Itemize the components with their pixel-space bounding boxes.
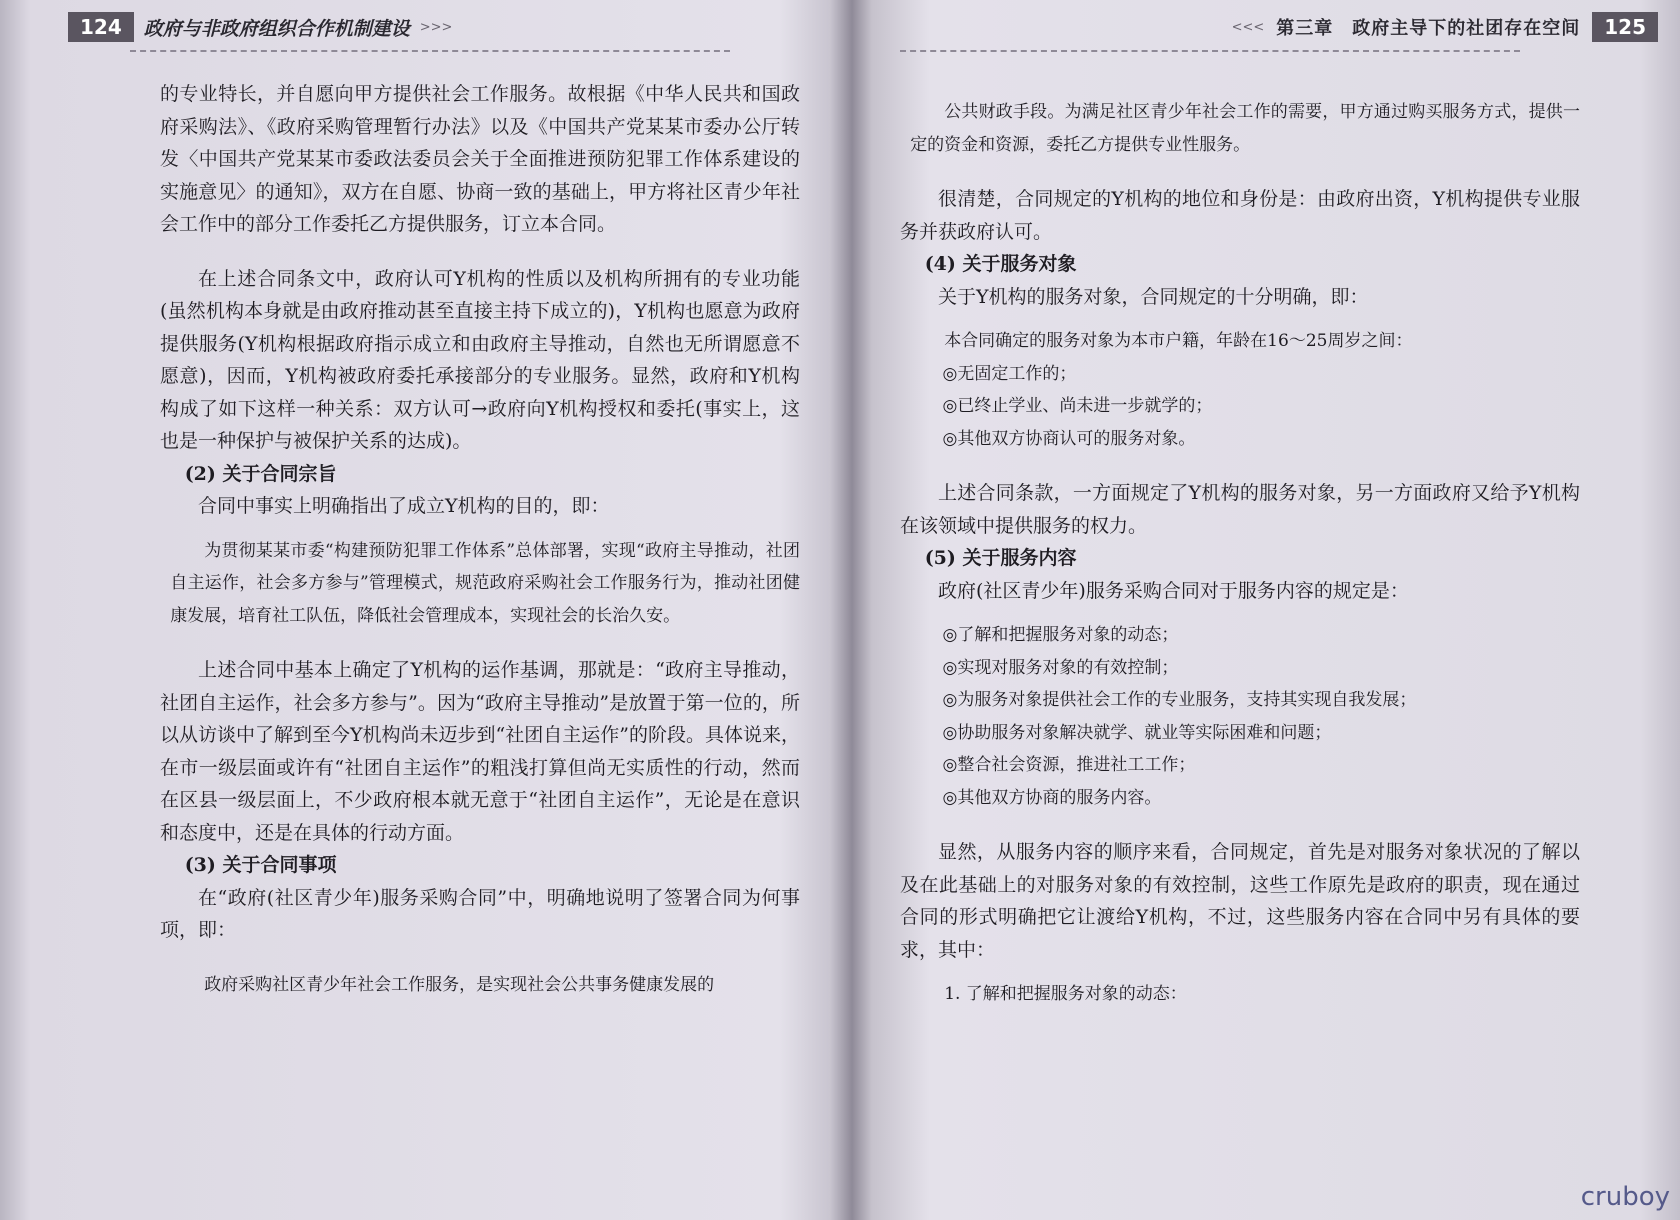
left-running-header xyxy=(68,12,452,42)
left-page-number: 124 xyxy=(68,12,134,42)
paragraph: 政府(社区青少年)服务采购合同对于服务内容的规定是： xyxy=(938,579,1409,602)
quoted-clause: 政府采购社区青少年社会工作服务，是实现社会公共事务健康发展的 xyxy=(204,974,715,995)
paragraph: 上述合同条款，一方面规定了Y机构的服务对象，另一方面政府又给予Y机构在该领域中提供服务的权力。 xyxy=(900,482,1580,537)
chapter-title: 第三章 政府主导下的社团存在空间 xyxy=(1276,18,1581,39)
list-item: ◎了解和把握服务对象的动态； xyxy=(942,625,1179,645)
quoted-clause: 为贯彻某某市委“构建预防犯罪工作体系”总体部署，实现“政府主导推动，社团自主运作，社会多方参与”管理模式，规范政府采购社会工作服务行为，推动社团健康发展，培育社工队伍，降低社会管理成本，实现社会的长治久安。 xyxy=(170,540,800,626)
paragraph: 关于Y机构的服务对象，合同规定的十分明确，即： xyxy=(938,285,1369,308)
paragraph: 很清楚，合同规定的Y机构的地位和身份是：由政府出资，Y机构提供专业服务并获政府认可。 xyxy=(900,188,1580,243)
list-item: ◎为服务对象提供社会工作的专业服务，支持其实现自我发展； xyxy=(942,690,1417,710)
list-item: ◎实现对服务对象的有效控制； xyxy=(942,657,1179,678)
right-page-body xyxy=(900,96,1580,1011)
right-running-header xyxy=(1232,12,1658,42)
paragraph: 上述合同中基本上确定了Y机构的运作基调，那就是：“政府主导推动，社团自主运作，社会多方参与”。因为“政府主导推动”是放置于第一位的，所以从访谈中了解到至今Y机构尚未迈步到“社团自主运作”的阶段。具体说来，在市一级层面或许有“社团自主运作”的粗浅打算但尚无实质性的行动，然而在区县一级层面上，不少政府根本就无意于“社团自主运作”，无论是在意识和态度中，还是在具体的行动方面。 xyxy=(160,659,800,844)
book-title: 政府与非政府组织合作机制建设 xyxy=(143,17,410,40)
right-page xyxy=(860,0,1680,1220)
list-item: ◎无固定工作的； xyxy=(942,363,1077,384)
section-heading: (5) 关于服务内容 xyxy=(924,547,1077,569)
list-item: ◎整合社会资源，推进社工工作； xyxy=(942,755,1196,775)
paragraph: 合同中事实上明确指出了成立Y机构的目的，即： xyxy=(198,495,610,517)
paragraph: 在上述合同条文中，政府认可Y机构的性质以及机构所拥有的专业功能(虽然机构本身就是由政府推动甚至直接主持下成立的)，Y机构也愿意为政府提供服务(Y机构根据政府指示成立和由政府主导推动，自然也无所谓愿意不愿意)，因而，Y机构被政府委托承接部分的专业服务。显然，政府和Y机构构成了如下这样一种关系：双方认可→政府向Y机构授权和委托(事实上，这也是一种保护与被保护关系的达成)。 xyxy=(160,267,800,452)
header-arrows: >>> xyxy=(419,19,453,35)
section-heading: (4) 关于服务对象 xyxy=(924,253,1077,275)
watermark: cruboy xyxy=(1580,1182,1670,1212)
quoted-clause: 公共财政手段。为满足社区青少年社会工作的需要，甲方通过购买服务方式，提供一定的资金和资源，委托乙方提供专业性服务。 xyxy=(910,102,1580,155)
section-heading: (2) 关于合同宗旨 xyxy=(184,462,337,485)
header-arrows: <<< xyxy=(1231,19,1265,35)
quoted-clause: 本合同确定的服务对象为本市户籍，年龄在16～25周岁之间： xyxy=(944,331,1413,351)
list-item: ◎其他双方协商的服务内容。 xyxy=(942,787,1162,808)
list-item: ◎协助服务对象解决就学、就业等实际困难和问题； xyxy=(942,722,1332,743)
paragraph: 的专业特长，并自愿向甲方提供社会工作服务。故根据《中华人民共和国政府采购法》、《政府采购管理暂行办法》以及《中国共产党某某市委办公厅转发〈中国共产党某某市委政法委员会关于全面推进预防犯罪工作体系建设的实施意见〉的通知》，双方在自愿、协商一致的基础上，甲方将社区青少年社会工作中的部分工作委托乙方提供服务，订立本合同。 xyxy=(160,83,800,235)
right-page-number: 125 xyxy=(1592,12,1658,42)
numbered-item: 1. 了解和把握服务对象的动态： xyxy=(944,984,1187,1004)
list-item: ◎已终止学业、尚未进一步就学的； xyxy=(942,396,1213,416)
paragraph: 在“政府(社区青少年)服务采购合同”中，明确地说明了签署合同为何事项，即： xyxy=(160,886,800,941)
header-divider xyxy=(900,50,1520,52)
section-heading: (3) 关于合同事项 xyxy=(184,854,337,876)
left-page-body xyxy=(160,78,800,1001)
list-item: ◎其他双方协商认可的服务对象。 xyxy=(942,428,1196,449)
paragraph: 显然，从服务内容的顺序来看，合同规定，首先是对服务对象状况的了解以及在此基础上的对服务对象的有效控制，这些工作原先是政府的职责，现在通过合同的形式明确把它让渡给Y机构，不过，这些服务内容在合同中另有具体的要求，其中： xyxy=(900,841,1580,961)
header-divider xyxy=(130,50,730,52)
